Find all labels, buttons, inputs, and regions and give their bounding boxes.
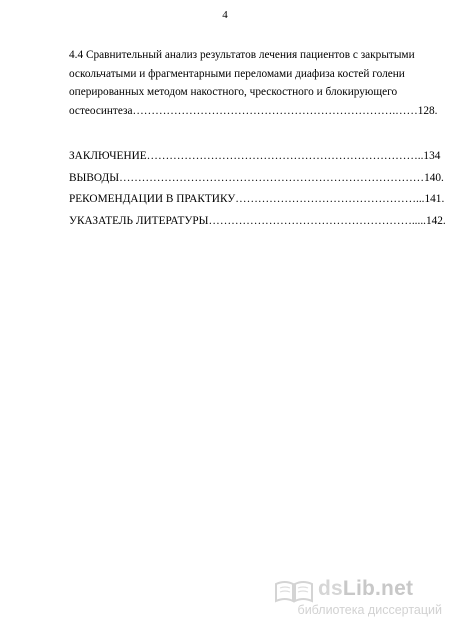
toc-section-line-3: оперированных методом накостного, чрескостного и блокирующего <box>69 86 398 98</box>
watermark-subtitle: библиотека диссертаций <box>297 603 442 617</box>
toc-section-line-2: оскольчатыми и фрагментарными переломами диафиза костей голени <box>69 67 405 80</box>
watermark-brand <box>318 577 413 601</box>
toc-entry-references: УКАЗАТЕЛЬ ЛИТЕРАТУРЫ……………………………………………….....142. <box>69 214 446 227</box>
book-icon <box>272 578 316 604</box>
toc-entry-list <box>69 146 446 232</box>
toc-entry-recommendations: РЕКОМЕНДАЦИИ В ПРАКТИКУ…………………………………………...141. <box>69 193 445 205</box>
watermark <box>272 577 442 621</box>
watermark-brand-lib: Lib.net <box>342 577 414 600</box>
toc-entry-findings: ВЫВОДЫ………………………………………………………………………140. <box>69 171 444 184</box>
toc-entry-conclusion: ЗАКЛЮЧЕНИЕ………………………………………………………………..134 <box>69 150 441 162</box>
watermark-brand-ds: ds <box>318 577 343 600</box>
toc-section-line-4: остеосинтеза…………………………………………………………….……128. <box>69 104 438 117</box>
toc-section-4-4 <box>69 46 438 120</box>
page-number: 4 <box>222 9 228 21</box>
toc-section-line-1: 4.4 Сравнительный анализ результатов лечения пациентов с закрытыми <box>69 49 415 61</box>
